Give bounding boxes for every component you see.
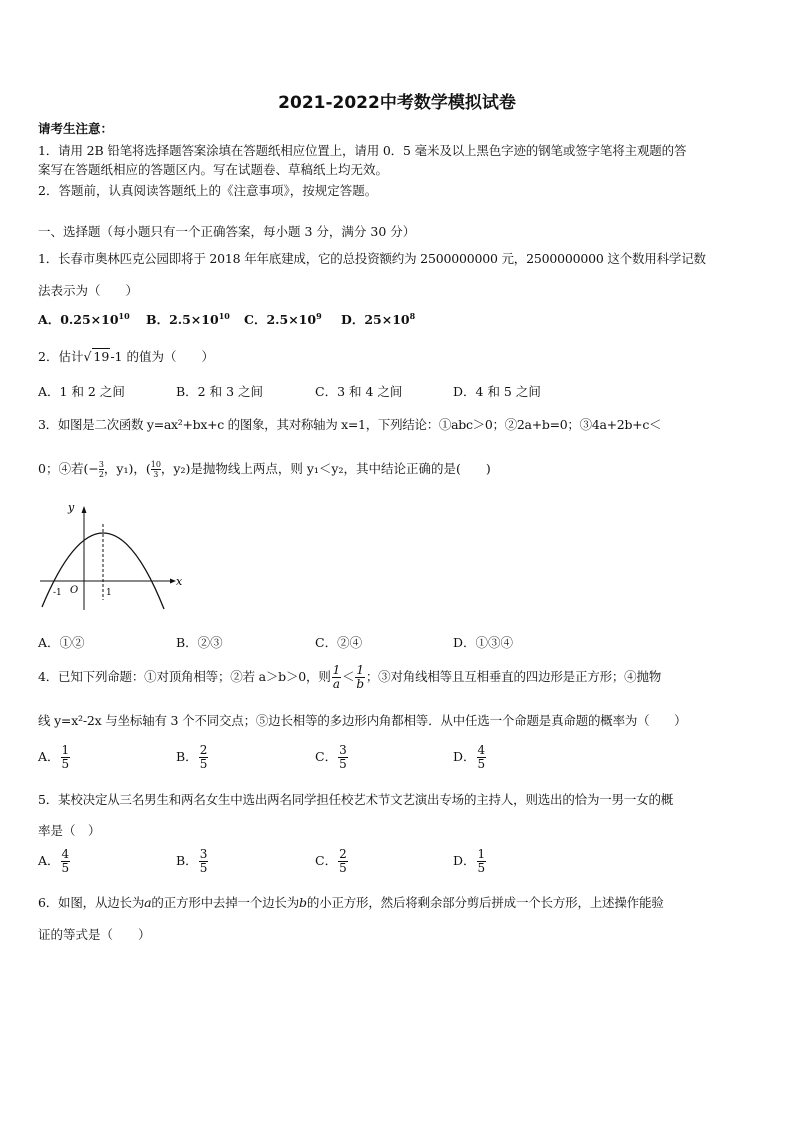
notice-heading: 请考生注意：: [38, 121, 114, 136]
q5-option-a[interactable]: A． $\frac{4}{5}$: [38, 847, 70, 875]
q5-option-d[interactable]: D． $\frac{1}{5}$: [453, 847, 486, 875]
y-axis-arrow: [82, 506, 87, 513]
q4-fraction-1-over-a: $\frac{1}{a}$: [332, 663, 341, 691]
q5-option-b[interactable]: B． $\frac{3}{5}$: [176, 847, 208, 875]
q4-fraction-1-over-b: $\frac{1}{b}$: [356, 663, 364, 691]
origin-label: O: [70, 585, 79, 596]
section-heading: 一、选择题（每小题只有一个正确答案，每小题 3 分，满分 30 分）: [38, 224, 416, 239]
q3-option-d[interactable]: D．①③④: [453, 635, 514, 650]
q6-stem-line1: 6．如图，从边长为a的正方形中去掉一个边长为b的小正方形，然后将剩余部分剪后拼成一个长方形，上述操作能验: [38, 895, 664, 910]
q5-stem-line1: 5．某校决定从三名男生和两名女生中选出两名同学担任校艺术节文艺演出专场的主持人，则选出的恰为一男一女的概: [38, 792, 674, 807]
q3-option-a[interactable]: A．①②: [38, 635, 85, 650]
q2-radicand: 19: [93, 349, 110, 364]
q1-stem-line1: 1．长春市奥林匹克公园即将于 2018 年年底建成，它的总投资额约为 2500000000 元，2500000000 这个数用科学记数: [38, 251, 706, 266]
q5-option-c[interactable]: C． $\frac{2}{5}$: [315, 847, 347, 875]
page-title: 2021-2022中考数学模拟试卷: [278, 93, 516, 113]
q3-fraction-2: $\frac{10}{3}$: [150, 460, 161, 479]
tick-label-1: 1: [106, 588, 112, 598]
q1-stem-line2: 法表示为（ ）: [38, 283, 139, 298]
q4-option-b[interactable]: B． $\frac{2}{5}$: [176, 743, 208, 771]
q4-stem-line2: 线 y=x²-2x 与坐标轴有 3 个不同交点；⑤边长相等的多边形内角都相等．从中任选一个命题是真命题的概率为（ ）: [38, 713, 687, 728]
notice-line-1b: 案写在答题纸相应的答题区内。写在试题卷、草稿纸上均无效。: [38, 162, 389, 177]
q2-option-d[interactable]: D．4 和 5 之间: [453, 384, 541, 399]
q3-fraction-1: $\frac{3}{2}$: [98, 460, 104, 479]
notice-line-2: 2．答题前，认真阅读答题纸上的《注意事项》，按规定答题。: [38, 183, 378, 198]
q4-stem-line1: 4．已知下列命题：①对顶角相等；②若 a＞b＞0，则 $\frac{1}{a}$ ＜ $\frac{1}{b}$ ；③对角线相等且互相垂直的四边形是正方形；④抛物: [38, 663, 662, 691]
q2-option-c[interactable]: C．3 和 4 之间: [315, 384, 403, 399]
q2-option-a[interactable]: A．1 和 2 之间: [38, 384, 125, 399]
q2-stem: 2．估计√ 19-1 的值为（ ）: [38, 349, 214, 364]
q1-option-d[interactable]: D．$25\times 10^8$: [341, 311, 416, 327]
notice-line-1a: 1．请用 2B 铅笔将选择题答案涂填在答题纸相应位置上，请用 0．5 毫米及以上黑色字迹的钢笔或签字笔将主观题的答: [38, 143, 687, 158]
q3-stem-line1: 3．如图是二次函数 y=ax²+bx+c 的图象，其对称轴为 x=1，下列结论：①abc＞0；②2a+b=0；③4a+2b+c＜: [38, 417, 662, 432]
q1-option-a[interactable]: A．$0.25\times 10^{10}$: [38, 311, 130, 327]
x-axis-label: x: [176, 575, 183, 588]
q3-option-b[interactable]: B．②③: [176, 635, 223, 650]
q2-option-b[interactable]: B．2 和 3 之间: [176, 384, 264, 399]
tick-label-neg1: -1: [53, 588, 62, 598]
q1-option-b[interactable]: B．$2.5\times 10^{10}$: [146, 311, 230, 327]
parabola-graph: [36, 500, 186, 612]
q3-stem-line2: 0；④若(− $\frac{3}{2}$ ，y₁)，( $\frac{10}{3}$ ，y₂)是抛物线上两点，则 y₁＜y₂，其中结论正确的是( ): [38, 460, 491, 479]
q1-option-c[interactable]: C．$2.5\times 10^9$: [244, 311, 322, 327]
y-axis-label: y: [68, 501, 75, 514]
q3-option-c[interactable]: C．②④: [315, 635, 363, 650]
q4-option-d[interactable]: D． $\frac{4}{5}$: [453, 743, 486, 771]
q4-option-a[interactable]: A． $\frac{1}{5}$: [38, 743, 70, 771]
q4-option-c[interactable]: C． $\frac{3}{5}$: [315, 743, 347, 771]
q6-stem-line2: 证的等式是（ ）: [38, 927, 151, 942]
q5-stem-line2: 率是（ ）: [38, 823, 101, 838]
